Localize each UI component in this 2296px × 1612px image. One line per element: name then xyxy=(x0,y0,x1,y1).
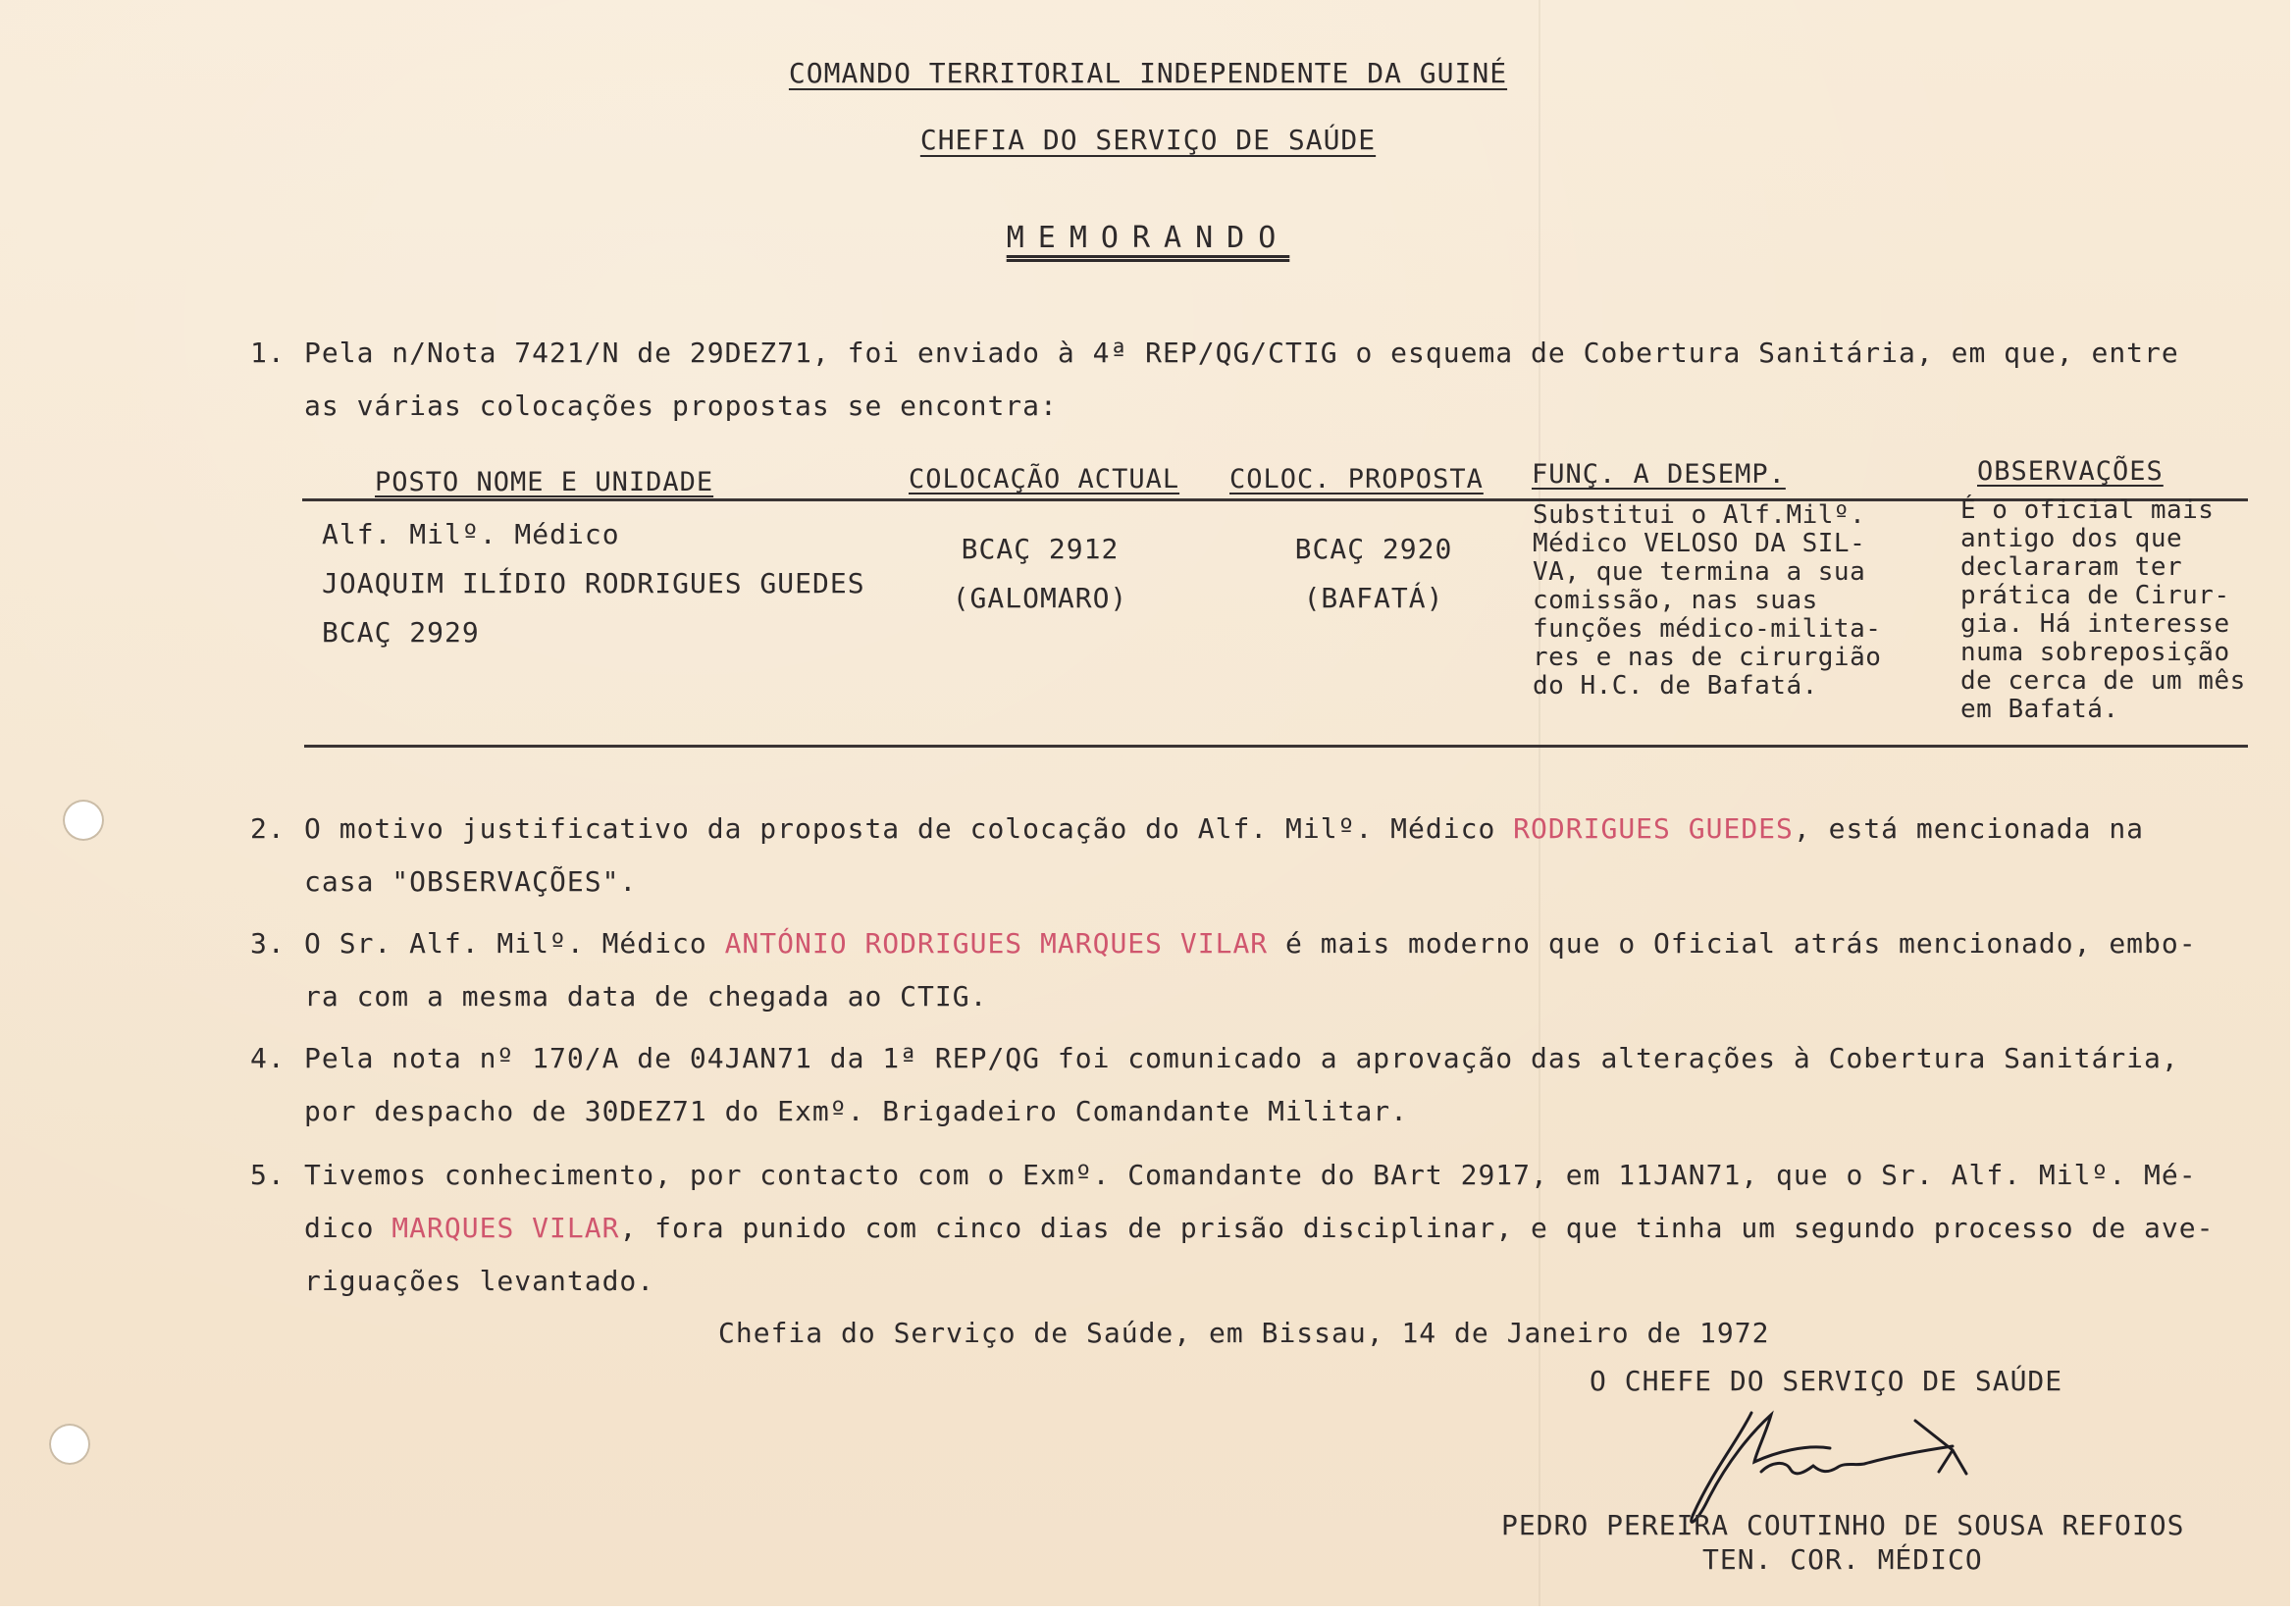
closing-place-date: Chefia do Serviço de Saúde, em Bissau, 14 de Janeiro de 1972 xyxy=(718,1317,1770,1349)
observacoes-line: antigo dos que xyxy=(1960,524,2183,553)
header-service: CHEFIA DO SERVIÇO DE SAÚDE xyxy=(919,124,1377,156)
paragraph-4-line-2: por despacho de 30DEZ71 do Exmº. Brigadeiro Comandante Militar. xyxy=(304,1095,1409,1127)
paragraph-3 xyxy=(304,917,2247,1023)
paragraph-2-line-2: casa "OBSERVAÇÕES". xyxy=(304,865,638,898)
paragraph-4 xyxy=(304,1032,2247,1138)
table-cell-colocacao-actual xyxy=(922,525,1158,623)
paragraph-3-number: 3. xyxy=(250,927,286,960)
paragraph-1-line-2: as várias colocações propostas se encontra: xyxy=(304,390,1058,422)
paragraph-1-line-1: Pela n/Nota 7421/N de 29DEZ71, foi enviado à 4ª REP/QG/CTIG o esquema de Cobertura Sanitária, em que, entre xyxy=(304,337,2179,369)
posto-rank: Alf. Milº. Médico xyxy=(322,518,620,550)
funcao-line: comissão, nas suas xyxy=(1533,586,1818,615)
paragraph-3-line-2: ra com a mesma data de chegada ao CTIG. xyxy=(304,980,988,1013)
table-header-funcao: FUNÇ. A DESEMP. xyxy=(1532,459,1786,490)
funcao-line: do H.C. de Bafatá. xyxy=(1533,671,1818,701)
paragraph-2-text: , está mencionada na xyxy=(1793,812,2145,845)
paragraph-2-number: 2. xyxy=(250,812,286,845)
scan-edge-bottom xyxy=(0,1606,2296,1612)
table-cell-observacoes xyxy=(1960,496,2246,724)
table-cell-posto xyxy=(322,510,865,657)
paragraph-1-number: 1. xyxy=(250,337,286,369)
paragraph-5-line-3: riguações levantado. xyxy=(304,1265,655,1297)
colocacao-actual-place: (GALOMARO) xyxy=(952,582,1128,614)
paragraph-1 xyxy=(304,327,2247,433)
table-header-coloc-proposta: COLOC. PROPOSTA xyxy=(1229,464,1484,494)
paragraph-4-number: 4. xyxy=(250,1042,286,1074)
signatory-name: PEDRO PEREIRA COUTINHO DE SOUSA REFOIOS xyxy=(1501,1509,2185,1541)
highlighted-name: MARQUES VILAR xyxy=(391,1212,620,1244)
table-header-posto: POSTO NOME E UNIDADE xyxy=(375,467,714,497)
observacoes-line: numa sobreposição xyxy=(1960,638,2230,667)
paragraph-5-text: dico xyxy=(304,1212,392,1244)
observacoes-line: prática de Cirur- xyxy=(1960,581,2230,610)
funcao-line: Médico VELOSO DA SIL- xyxy=(1533,529,1866,558)
paragraph-4-line-1: Pela nota nº 170/A de 04JAN71 da 1ª REP/QG foi comunicado a aprovação das alterações à Cobertura Sanitária, xyxy=(304,1042,2179,1074)
paragraph-3-line-1 xyxy=(304,917,2247,970)
paragraph-5 xyxy=(304,1149,2247,1308)
funcao-line: VA, que termina a sua xyxy=(1533,557,1866,587)
observacoes-line: em Bafatá. xyxy=(1960,695,2119,724)
coloc-proposta-unit: BCAÇ 2920 xyxy=(1294,533,1453,565)
coloc-proposta-place: (BAFATÁ) xyxy=(1303,582,1444,614)
paragraph-5-number: 5. xyxy=(250,1159,286,1191)
table-cell-funcao xyxy=(1533,501,1881,701)
signatory-rank: TEN. COR. MÉDICO xyxy=(1702,1543,1983,1576)
header-command: COMANDO TERRITORIAL INDEPENDENTE DA GUINÉ xyxy=(788,57,1508,89)
paragraph-3-text: é mais moderno que o Oficial atrás mencionado, embo- xyxy=(1268,927,2197,960)
closing-chefe: O CHEFE DO SERVIÇO DE SAÚDE xyxy=(1590,1365,2063,1397)
paragraph-2 xyxy=(304,803,2247,909)
paragraph-5-line-1: Tivemos conhecimento, por contacto com o Exmº. Comandante do BArt 2917, em 11JAN71, que o Sr. Alf. Milº. Mé- xyxy=(304,1159,2197,1191)
paragraph-3-text: O Sr. Alf. Milº. Médico xyxy=(304,927,725,960)
table-cell-coloc-proposta xyxy=(1256,525,1491,623)
paragraph-2-text: O motivo justificativo da proposta de colocação do Alf. Milº. Médico xyxy=(304,812,1514,845)
posto-name: JOAQUIM ILÍDIO RODRIGUES GUEDES xyxy=(322,567,865,599)
table-bottom-rule xyxy=(304,745,2248,748)
highlighted-name: RODRIGUES GUEDES xyxy=(1513,812,1794,845)
observacoes-line: de cerca de um mês xyxy=(1960,666,2246,696)
paragraph-5-text: , fora punido com cinco dias de prisão disciplinar, e que tinha um segundo processo de ave- xyxy=(619,1212,2215,1244)
paragraph-5-line-2 xyxy=(304,1202,2247,1255)
highlighted-name: ANTÓNIO RODRIGUES MARQUES VILAR xyxy=(724,927,1269,960)
funcao-line: funções médico-milita- xyxy=(1533,614,1882,644)
posto-unit: BCAÇ 2929 xyxy=(322,616,480,649)
table-header-rule xyxy=(302,498,2248,501)
punch-hole-upper xyxy=(63,800,104,841)
table-header-observacoes: OBSERVAÇÕES xyxy=(1977,456,2164,487)
observacoes-line: É o oficial mais xyxy=(1960,495,2215,525)
funcao-line: res e nas de cirurgião xyxy=(1533,643,1882,672)
funcao-line: Substitui o Alf.Milº. xyxy=(1533,500,1866,530)
memo-title: MEMORANDO xyxy=(1006,221,1290,255)
observacoes-line: declararam ter xyxy=(1960,552,2183,582)
table-header-colocacao-actual: COLOCAÇÃO ACTUAL xyxy=(909,464,1180,494)
colocacao-actual-unit: BCAÇ 2912 xyxy=(961,533,1120,565)
punch-hole-lower xyxy=(49,1424,90,1465)
observacoes-line: gia. Há interesse xyxy=(1960,609,2230,639)
paragraph-2-line-1 xyxy=(304,803,2247,856)
